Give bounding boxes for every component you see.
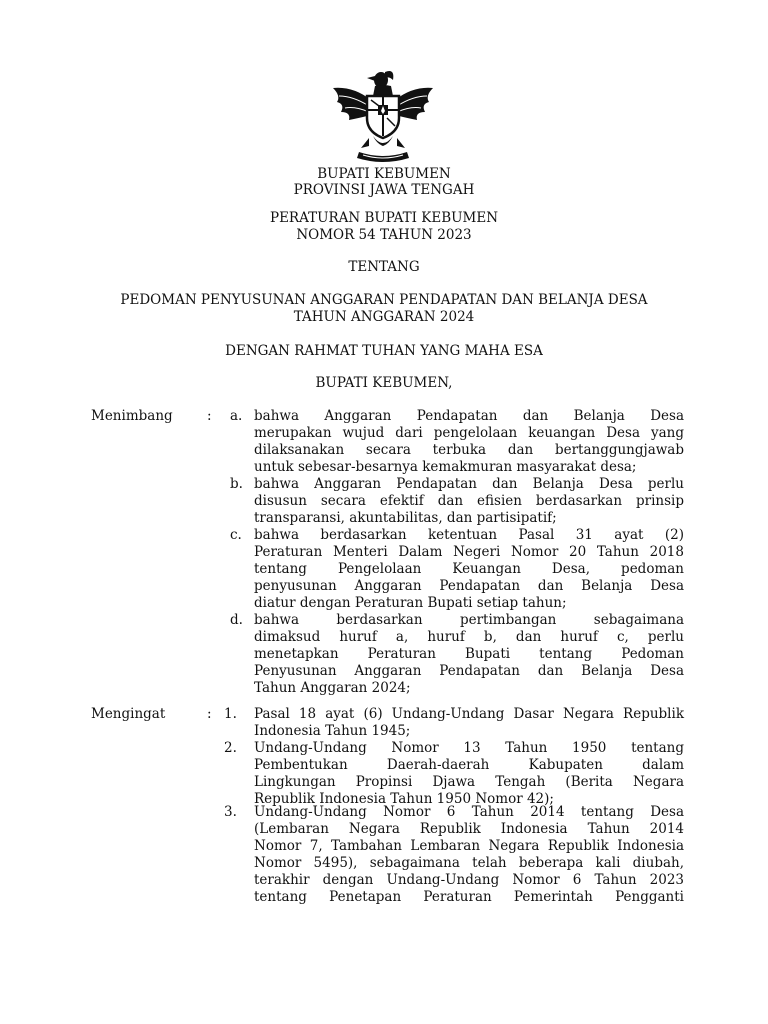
list-item-line: Republik Indonesia Tahun 1950 Nomor 42); (254, 791, 554, 807)
list-item-line: Peraturan Menteri Dalam Negeri Nomor 20 Tahun 2018 (254, 544, 684, 560)
list-marker: d. (230, 612, 243, 628)
subject-line-1: PEDOMAN PENYUSUNAN ANGGARAN PENDAPATAN DAN BELANJA DESA (120, 292, 648, 308)
list-item-line: terakhir dengan Undang-Undang Nomor 6 Tahun 2023 (254, 872, 684, 888)
mengingat-colon: : (207, 706, 212, 722)
list-marker: 2. (224, 740, 237, 756)
list-marker: a. (230, 408, 243, 424)
regulation-number: NOMOR 54 TAHUN 2023 (296, 227, 472, 243)
official-title: BUPATI KEBUMEN, (315, 375, 453, 391)
about-heading: TENTANG (348, 259, 420, 275)
menimbang-label: Menimbang (91, 408, 173, 424)
list-item-line: Penyusunan Anggaran Pendapatan dan Belanja Desa (254, 663, 684, 679)
subject-line-2: TAHUN ANGGARAN 2024 (293, 309, 475, 325)
list-item-line: transparansi, akuntabilitas, dan partisipatif; (254, 510, 557, 526)
list-item-line: dilaksanakan secara terbuka dan bertanggungjawab (254, 442, 684, 458)
menimbang-item-c (254, 527, 684, 612)
list-item-line: (Lembaran Negara Republik Indonesia Tahun 2014 (254, 821, 684, 837)
list-item-line: disusun secara efektif dan efisien berdasarkan prinsip (254, 493, 684, 509)
list-item-line: tentang Penetapan Peraturan Pemerintah Pengganti (254, 889, 684, 905)
list-item-line: Lingkungan Propinsi Djawa Tengah (Berita Negara (254, 774, 684, 790)
list-item-line: Nomor 7, Tambahan Lembaran Negara Republik Indonesia (254, 838, 684, 854)
list-marker: 1. (224, 706, 237, 722)
list-item-line: Tahun Anggaran 2024; (254, 680, 411, 696)
regulation-title: PERATURAN BUPATI KEBUMEN (269, 210, 499, 226)
list-item-line: dimaksud huruf a, huruf b, dan huruf c, perlu (254, 629, 684, 645)
list-item-line: Pembentukan Daerah-daerah Kabupaten dalam (254, 757, 684, 773)
menimbang-colon: : (207, 408, 212, 424)
list-item-line: bahwa berdasarkan ketentuan Pasal 31 ayat (2) (254, 527, 684, 543)
list-item-line: bahwa Anggaran Pendapatan dan Belanja Desa perlu (254, 476, 684, 492)
list-item-line: tentang Pengelolaan Keuangan Desa, pedoman (254, 561, 684, 577)
list-item-line: merupakan wujud dari pengelolaan keuangan Desa yang (254, 425, 684, 441)
list-item-line: diatur dengan Peraturan Bupati setiap tahun; (254, 595, 567, 611)
menimbang-item-b (254, 476, 684, 527)
list-item-line: Nomor 5495), sebagaimana telah beberapa kali diubah, (254, 855, 684, 871)
list-item-line: bahwa berdasarkan pertimbangan sebagaimana (254, 612, 684, 628)
list-marker: 3. (224, 804, 237, 820)
mengingat-label: Mengingat (91, 706, 166, 722)
menimbang-item-d (254, 612, 684, 697)
list-item-line: menetapkan Peraturan Bupati tentang Pedoman (254, 646, 684, 662)
list-marker: c. (230, 527, 242, 543)
list-item-line: untuk sebesar-besarnya kemakmuran masyarakat desa; (254, 459, 637, 475)
mengingat-item-2 (254, 740, 684, 808)
list-item-line: penyusunan Anggaran Pendapatan dan Belanja Desa (254, 578, 684, 594)
list-item-line: Indonesia Tahun 1945; (254, 723, 411, 739)
province-title: PROVINSI JAWA TENGAH (293, 182, 475, 198)
list-item-line: Undang-Undang Nomor 13 Tahun 1950 tentang (254, 740, 684, 756)
garuda-emblem-icon (323, 66, 443, 166)
mengingat-item-3 (254, 804, 684, 906)
list-item-line: bahwa Anggaran Pendapatan dan Belanja Desa (254, 408, 684, 424)
list-item-line: Pasal 18 ayat (6) Undang-Undang Dasar Negara Republik (254, 706, 684, 722)
mengingat-item-1 (254, 706, 684, 740)
regent-title: BUPATI KEBUMEN (317, 166, 451, 182)
blessing-line: DENGAN RAHMAT TUHAN YANG MAHA ESA (225, 343, 543, 359)
list-marker: b. (230, 476, 243, 492)
menimbang-item-a (254, 408, 684, 476)
list-item-line: Undang-Undang Nomor 6 Tahun 2014 tentang Desa (254, 804, 684, 820)
